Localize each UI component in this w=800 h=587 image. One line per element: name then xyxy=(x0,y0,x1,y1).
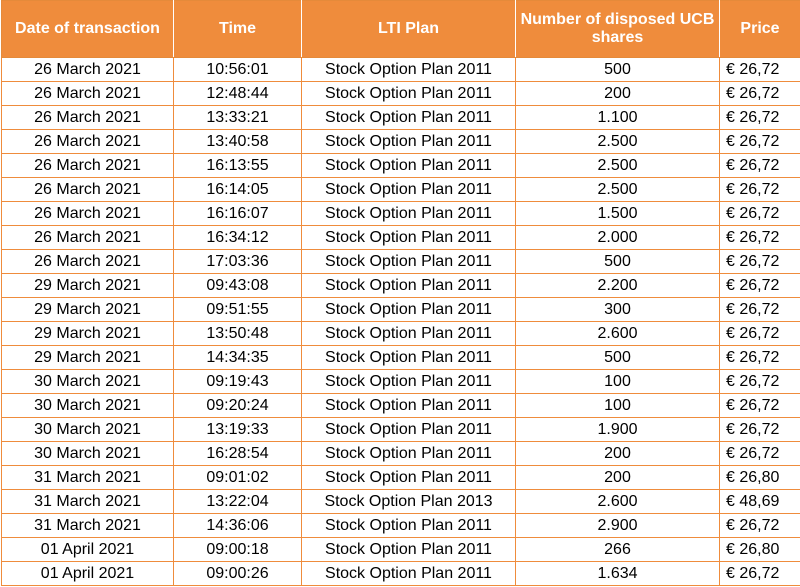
date-cell: 01 April 2021 xyxy=(2,538,174,562)
time-cell: 14:36:06 xyxy=(174,514,302,538)
table-row xyxy=(2,82,800,106)
shares-cell: 200 xyxy=(516,82,720,106)
time-cell: 13:22:04 xyxy=(174,490,302,514)
lti-plan-cell: Stock Option Plan 2011 xyxy=(302,58,516,82)
shares-cell: 2.900 xyxy=(516,514,720,538)
table-row xyxy=(2,58,800,82)
date-cell: 26 March 2021 xyxy=(2,106,174,130)
shares-cell: 200 xyxy=(516,466,720,490)
time-cell: 17:03:36 xyxy=(174,250,302,274)
time-cell: 16:13:55 xyxy=(174,154,302,178)
date-cell: 30 March 2021 xyxy=(2,442,174,466)
date-cell: 30 March 2021 xyxy=(2,370,174,394)
date-cell: 29 March 2021 xyxy=(2,298,174,322)
lti-plan-cell: Stock Option Plan 2011 xyxy=(302,202,516,226)
price-cell: € 26,72 xyxy=(720,394,800,418)
date-cell: 29 March 2021 xyxy=(2,274,174,298)
time-cell: 09:51:55 xyxy=(174,298,302,322)
lti-plan-cell: Stock Option Plan 2011 xyxy=(302,226,516,250)
table-row xyxy=(2,442,800,466)
table-row xyxy=(2,418,800,442)
time-cell: 09:01:02 xyxy=(174,466,302,490)
shares-cell: 500 xyxy=(516,58,720,82)
shares-cell: 2.200 xyxy=(516,274,720,298)
header-row xyxy=(2,1,800,58)
date-cell: 30 March 2021 xyxy=(2,394,174,418)
table-row xyxy=(2,274,800,298)
time-cell: 09:43:08 xyxy=(174,274,302,298)
lti-plan-cell: Stock Option Plan 2011 xyxy=(302,466,516,490)
price-cell: € 26,72 xyxy=(720,106,800,130)
price-cell: € 26,72 xyxy=(720,178,800,202)
table-row xyxy=(2,130,800,154)
header-price: Price xyxy=(720,1,800,58)
table-row xyxy=(2,178,800,202)
price-cell: € 26,72 xyxy=(720,202,800,226)
price-cell: € 26,72 xyxy=(720,274,800,298)
table-row xyxy=(2,154,800,178)
header-date: Date of transaction xyxy=(2,1,174,58)
header-shares: Number of disposed UCB shares xyxy=(516,1,720,58)
lti-plan-cell: Stock Option Plan 2011 xyxy=(302,322,516,346)
price-cell: € 26,72 xyxy=(720,298,800,322)
time-cell: 10:56:01 xyxy=(174,58,302,82)
table-row xyxy=(2,466,800,490)
shares-cell: 2.500 xyxy=(516,154,720,178)
price-cell: € 26,72 xyxy=(720,418,800,442)
lti-plan-cell: Stock Option Plan 2011 xyxy=(302,442,516,466)
price-cell: € 26,72 xyxy=(720,442,800,466)
price-cell: € 26,72 xyxy=(720,130,800,154)
date-cell: 31 March 2021 xyxy=(2,490,174,514)
date-cell: 26 March 2021 xyxy=(2,130,174,154)
table-row xyxy=(2,346,800,370)
table-row xyxy=(2,226,800,250)
time-cell: 13:50:48 xyxy=(174,322,302,346)
lti-plan-cell: Stock Option Plan 2011 xyxy=(302,154,516,178)
date-cell: 26 March 2021 xyxy=(2,58,174,82)
shares-cell: 500 xyxy=(516,250,720,274)
lti-plan-cell: Stock Option Plan 2011 xyxy=(302,514,516,538)
lti-plan-cell: Stock Option Plan 2011 xyxy=(302,538,516,562)
time-cell: 16:28:54 xyxy=(174,442,302,466)
date-cell: 29 March 2021 xyxy=(2,346,174,370)
time-cell: 09:20:24 xyxy=(174,394,302,418)
time-cell: 09:19:43 xyxy=(174,370,302,394)
price-cell: € 26,72 xyxy=(720,58,800,82)
table-row xyxy=(2,322,800,346)
shares-cell: 2.000 xyxy=(516,226,720,250)
lti-plan-cell: Stock Option Plan 2011 xyxy=(302,298,516,322)
date-cell: 26 March 2021 xyxy=(2,154,174,178)
shares-cell: 2.500 xyxy=(516,130,720,154)
price-cell: € 26,72 xyxy=(720,82,800,106)
price-cell: € 26,72 xyxy=(720,322,800,346)
date-cell: 26 March 2021 xyxy=(2,226,174,250)
lti-plan-cell: Stock Option Plan 2011 xyxy=(302,562,516,586)
table-row xyxy=(2,394,800,418)
shares-cell: 1.900 xyxy=(516,418,720,442)
time-cell: 14:34:35 xyxy=(174,346,302,370)
shares-cell: 2.600 xyxy=(516,490,720,514)
table-row xyxy=(2,514,800,538)
price-cell: € 26,72 xyxy=(720,346,800,370)
lti-plan-cell: Stock Option Plan 2013 xyxy=(302,490,516,514)
price-cell: € 26,72 xyxy=(720,370,800,394)
time-cell: 12:48:44 xyxy=(174,82,302,106)
lti-plan-cell: Stock Option Plan 2011 xyxy=(302,178,516,202)
lti-plan-cell: Stock Option Plan 2011 xyxy=(302,418,516,442)
shares-cell: 266 xyxy=(516,538,720,562)
date-cell: 26 March 2021 xyxy=(2,82,174,106)
price-cell: € 48,69 xyxy=(720,490,800,514)
lti-plan-cell: Stock Option Plan 2011 xyxy=(302,274,516,298)
time-cell: 09:00:18 xyxy=(174,538,302,562)
lti-plan-cell: Stock Option Plan 2011 xyxy=(302,106,516,130)
time-cell: 16:34:12 xyxy=(174,226,302,250)
shares-cell: 2.600 xyxy=(516,322,720,346)
shares-cell: 300 xyxy=(516,298,720,322)
time-cell: 09:00:26 xyxy=(174,562,302,586)
date-cell: 26 March 2021 xyxy=(2,178,174,202)
lti-plan-cell: Stock Option Plan 2011 xyxy=(302,394,516,418)
date-cell: 26 March 2021 xyxy=(2,250,174,274)
table-row xyxy=(2,202,800,226)
price-cell: € 26,72 xyxy=(720,154,800,178)
table-row xyxy=(2,298,800,322)
price-cell: € 26,72 xyxy=(720,226,800,250)
time-cell: 13:19:33 xyxy=(174,418,302,442)
shares-cell: 200 xyxy=(516,442,720,466)
date-cell: 01 April 2021 xyxy=(2,562,174,586)
table-row xyxy=(2,562,800,586)
shares-cell: 1.100 xyxy=(516,106,720,130)
shares-cell: 100 xyxy=(516,394,720,418)
time-cell: 16:16:07 xyxy=(174,202,302,226)
lti-plan-cell: Stock Option Plan 2011 xyxy=(302,130,516,154)
table-row xyxy=(2,106,800,130)
table-body xyxy=(2,58,800,586)
table-row xyxy=(2,370,800,394)
lti-plan-cell: Stock Option Plan 2011 xyxy=(302,346,516,370)
date-cell: 31 March 2021 xyxy=(2,514,174,538)
table-row xyxy=(2,490,800,514)
lti-plan-cell: Stock Option Plan 2011 xyxy=(302,370,516,394)
date-cell: 31 March 2021 xyxy=(2,466,174,490)
price-cell: € 26,80 xyxy=(720,538,800,562)
price-cell: € 26,80 xyxy=(720,466,800,490)
header-lti-plan: LTI Plan xyxy=(302,1,516,58)
lti-plan-cell: Stock Option Plan 2011 xyxy=(302,250,516,274)
date-cell: 30 March 2021 xyxy=(2,418,174,442)
shares-cell: 1.634 xyxy=(516,562,720,586)
time-cell: 16:14:05 xyxy=(174,178,302,202)
date-cell: 26 March 2021 xyxy=(2,202,174,226)
lti-plan-cell: Stock Option Plan 2011 xyxy=(302,82,516,106)
table-row xyxy=(2,538,800,562)
shares-cell: 1.500 xyxy=(516,202,720,226)
time-cell: 13:33:21 xyxy=(174,106,302,130)
date-cell: 29 March 2021 xyxy=(2,322,174,346)
price-cell: € 26,72 xyxy=(720,250,800,274)
price-cell: € 26,72 xyxy=(720,514,800,538)
table-row xyxy=(2,250,800,274)
shares-cell: 500 xyxy=(516,346,720,370)
transactions-table xyxy=(1,0,800,586)
shares-cell: 100 xyxy=(516,370,720,394)
time-cell: 13:40:58 xyxy=(174,130,302,154)
price-cell: € 26,72 xyxy=(720,562,800,586)
header-time: Time xyxy=(174,1,302,58)
shares-cell: 2.500 xyxy=(516,178,720,202)
